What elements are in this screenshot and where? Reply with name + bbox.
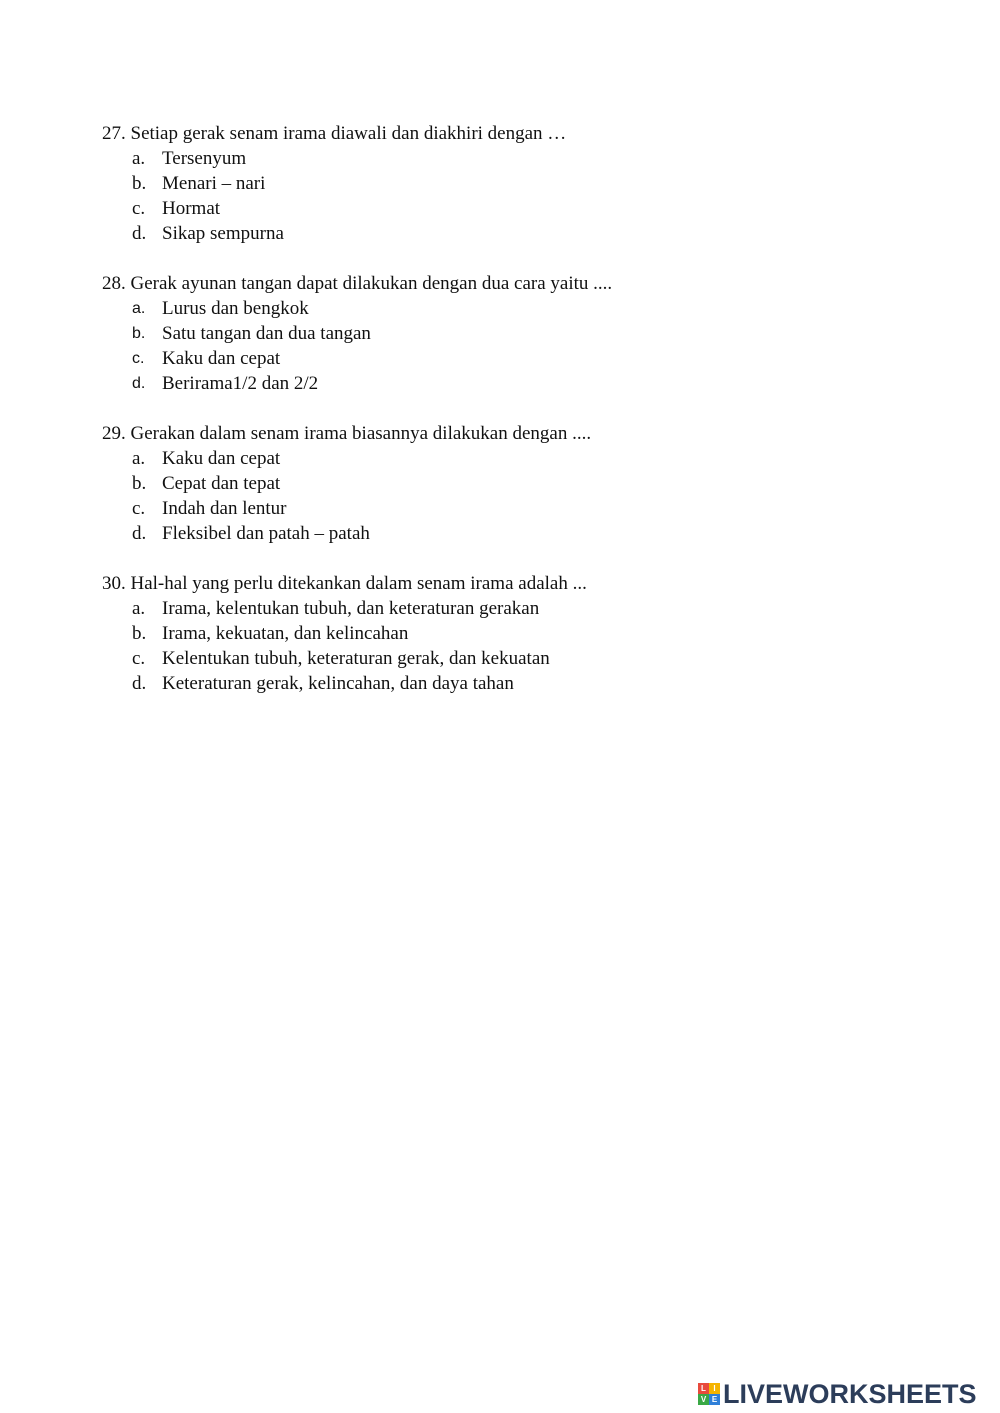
option-text: Keteraturan gerak, kelincahan, dan daya tahan xyxy=(162,673,514,694)
option-b[interactable] xyxy=(102,621,962,646)
option-d[interactable] xyxy=(102,671,962,696)
option-d[interactable] xyxy=(102,521,962,546)
option-letter: b. xyxy=(132,623,147,644)
question-30 xyxy=(102,571,962,696)
option-letter: d. xyxy=(132,223,147,244)
liveworksheets-logo xyxy=(698,1378,977,1410)
option-text: Irama, kekuatan, dan kelincahan xyxy=(162,623,409,644)
question-prompt: Setiap gerak senam irama diawali dan diakhiri dengan … xyxy=(130,123,567,144)
option-text: Berirama1/2 dan 2/2 xyxy=(162,373,319,394)
option-text: Fleksibel dan patah – patah xyxy=(162,523,370,544)
option-b[interactable] xyxy=(102,471,962,496)
option-list xyxy=(102,596,962,696)
option-letter: a. xyxy=(132,148,146,169)
option-text: Satu tangan dan dua tangan xyxy=(162,323,371,344)
option-c[interactable] xyxy=(102,346,962,371)
option-list xyxy=(102,146,962,246)
option-list xyxy=(102,446,962,546)
option-letter: c. xyxy=(132,198,146,219)
option-text: Cepat dan tepat xyxy=(162,473,281,494)
option-d[interactable] xyxy=(102,221,962,246)
logo-text: LIVEWORKSHEETS xyxy=(723,1378,977,1409)
option-text: Kaku dan cepat xyxy=(162,448,281,469)
option-letter: a. xyxy=(132,598,146,619)
option-letter: b. xyxy=(132,473,147,494)
option-text: Tersenyum xyxy=(162,148,247,169)
option-letter: d. xyxy=(132,523,147,544)
option-letter: d. xyxy=(132,375,146,392)
option-a[interactable] xyxy=(102,446,962,471)
option-a[interactable] xyxy=(102,296,962,321)
option-c[interactable] xyxy=(102,196,962,221)
option-b[interactable] xyxy=(102,171,962,196)
question-number: 28. xyxy=(102,273,126,294)
option-a[interactable] xyxy=(102,596,962,621)
question-prompt: Gerakan dalam senam irama biasannya dilakukan dengan .... xyxy=(130,423,592,444)
question-number: 30. xyxy=(102,573,126,594)
question-text xyxy=(102,121,962,146)
option-letter: c. xyxy=(132,498,146,519)
option-letter: a. xyxy=(132,448,146,469)
option-b[interactable] xyxy=(102,321,962,346)
option-list xyxy=(102,296,962,396)
option-text: Kelentukan tubuh, keteraturan gerak, dan kekuatan xyxy=(162,648,550,669)
option-letter: b. xyxy=(132,325,146,342)
question-number: 27. xyxy=(102,123,126,144)
question-28 xyxy=(102,271,962,396)
question-prompt: Hal-hal yang perlu ditekankan dalam senam irama adalah ... xyxy=(130,573,587,594)
option-text: Indah dan lentur xyxy=(162,498,287,519)
option-c[interactable] xyxy=(102,646,962,671)
option-text: Sikap sempurna xyxy=(162,223,284,244)
question-27 xyxy=(102,121,962,246)
question-text xyxy=(102,421,962,446)
option-letter: c. xyxy=(132,350,145,367)
logo-mark-letter: E xyxy=(709,1394,720,1405)
question-prompt: Gerak ayunan tangan dapat dilakukan dengan dua cara yaitu .... xyxy=(130,273,613,294)
question-text xyxy=(102,571,962,596)
option-text: Irama, kelentukan tubuh, dan keteraturan gerakan xyxy=(162,598,540,619)
question-29 xyxy=(102,421,962,546)
question-text xyxy=(102,271,962,296)
logo-mark-icon xyxy=(698,1383,720,1405)
option-c[interactable] xyxy=(102,496,962,521)
option-text: Lurus dan bengkok xyxy=(162,298,309,319)
option-letter: a. xyxy=(132,300,146,317)
logo-mark-letter: L xyxy=(698,1383,709,1394)
option-text: Menari – nari xyxy=(162,173,266,194)
option-letter: d. xyxy=(132,673,147,694)
option-d[interactable] xyxy=(102,371,962,396)
question-number: 29. xyxy=(102,423,126,444)
option-a[interactable] xyxy=(102,146,962,171)
option-text: Hormat xyxy=(162,198,221,219)
logo-mark-letter: V xyxy=(698,1394,709,1405)
option-letter: b. xyxy=(132,173,147,194)
option-text: Kaku dan cepat xyxy=(162,348,281,369)
logo-mark-letter: I xyxy=(709,1383,720,1394)
option-letter: c. xyxy=(132,648,146,669)
